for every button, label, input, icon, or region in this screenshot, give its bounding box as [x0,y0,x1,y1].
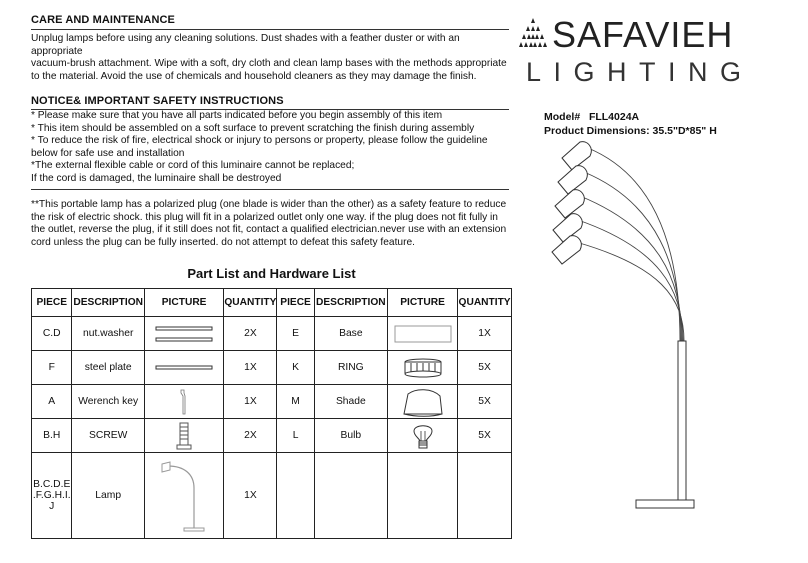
care-heading: CARE AND MAINTENANCE [31,14,175,26]
piece-cell: B.H [32,419,72,453]
description-cell: Lamp [72,453,144,539]
floor-lamp-illustration [540,138,740,518]
notice-heading: NOTICE& IMPORTANT SAFETY INSTRUCTIONS [31,95,284,107]
picture-cell [387,385,457,419]
piece-cell: A [32,385,72,419]
quantity-cell: 1X [224,385,277,419]
picture-cell [144,419,223,453]
empty-cell [314,453,387,539]
description-cell: nut.washer [72,317,144,351]
description-cell: Shade [314,385,387,419]
model-line [544,110,639,124]
column-header: PICTURE [387,289,457,317]
quantity-cell: 5X [458,351,512,385]
piece-line: J [49,501,55,512]
plug-line: the outlet, reverse the plug, if it still does not fit, contact a qualified electrician.never use with an extension [31,224,507,236]
steel-plate-icon [154,363,214,373]
brand-name: SAFAVIEH [552,14,734,55]
screw-icon [174,421,194,451]
notice-line: * Please make sure that you have all parts indicated before you begin assembly of this item [31,110,443,121]
notice-line: * This item should be assembled on a soft surface to prevent scratching the finish during assembly [31,122,475,134]
shade-icon [398,386,448,418]
brand-subtitle: LIGHTING [526,57,754,87]
ring-icon [401,357,445,379]
picture-cell [144,317,223,351]
notice-line: * To reduce the risk of fire, electrical shock or injury to persons or property, please follow the guideline [31,135,488,147]
care-line: to the material. Avoid the use of chemicals and household cleaners as they may damage the finish. [31,70,477,82]
piece-cell [32,453,72,539]
divider [31,29,509,30]
brand-chandelier-icon [518,16,548,58]
plug-line: the risk of electric shock. this plug will fit in a polarized outlet only one way. if the plug does not fit fully in [31,211,498,223]
picture-cell [144,385,223,419]
column-header: QUANTITY [224,289,277,317]
table-row [32,453,512,539]
plug-line: **This portable lamp has a polarized plug (one blade is wider than the other) as a safety feature to reduce [31,199,507,210]
piece-line: B.C.D.E [33,479,71,490]
description-cell: Bulb [314,419,387,453]
table-row [32,419,512,453]
nut-washer-icon [154,323,214,345]
empty-cell [387,453,457,539]
picture-cell [387,351,457,385]
description-cell: RING [314,351,387,385]
quantity-cell: 1X [224,351,277,385]
care-line: appropriate [31,45,83,57]
bulb-icon [408,421,438,451]
base-icon [393,323,453,345]
care-line: vacuum-brush attachment. Wipe with a soft, dry cloth and clean lamp bases with the methods appropriate [31,58,507,70]
dimensions-line [544,124,717,138]
table-row [32,351,512,385]
column-header: QUANTITY [458,289,512,317]
column-header: PIECE [277,289,314,317]
piece-cell: F [32,351,72,385]
notice-line: If the cord is damaged, the luminaire shall be destroyed [31,172,282,184]
column-header: PIECE [32,289,72,317]
picture-cell [387,317,457,351]
table-header-row [32,289,512,317]
piece-cell: E [277,317,314,351]
plug-line: cord unless the plug can be fully inserted. do not attempt to defeat this safety feature. [31,236,415,248]
empty-cell [458,453,512,539]
lamp-icon [154,458,214,534]
quantity-cell: 2X [224,419,277,453]
parts-title: Part List and Hardware List [187,266,356,281]
picture-cell [144,453,223,539]
care-line: Unplug lamps before using any cleaning solutions. Dust shades with a feather duster or with an [31,33,460,44]
notice-line: below for safe use and installation [31,147,185,159]
dimensions-value: 35.5"D*85" H [652,125,717,137]
description-cell: Base [314,317,387,351]
piece-line: .F.G.H.I. [32,490,71,501]
notice-text [31,110,516,186]
care-text [31,33,516,83]
description-cell: steel plate [72,351,144,385]
picture-cell [387,419,457,453]
parts-table [31,288,512,539]
piece-cell: M [277,385,314,419]
column-header: PICTURE [144,289,223,317]
table-row [32,317,512,351]
notice-line: *The external flexible cable or cord of this luminaire cannot be replaced; [31,160,355,172]
quantity-cell: 5X [458,419,512,453]
divider [31,189,509,190]
table-row [32,385,512,419]
quantity-cell: 2X [224,317,277,351]
description-cell: SCREW [72,419,144,453]
picture-cell [144,351,223,385]
quantity-cell: 5X [458,385,512,419]
dimensions-label: Product Dimensions: [544,125,650,137]
quantity-cell: 1X [458,317,512,351]
column-header: DESCRIPTION [72,289,144,317]
piece-cell: L [277,419,314,453]
quantity-cell: 1X [224,453,277,539]
column-header: DESCRIPTION [314,289,387,317]
model-label: Model# [544,111,581,123]
piece-cell: K [277,351,314,385]
empty-cell [277,453,314,539]
description-cell: Werench key [72,385,144,419]
piece-cell: C.D [32,317,72,351]
wrench-key-icon [174,388,194,416]
plug-warning [31,199,516,249]
model-value: FLL4024A [588,111,640,123]
